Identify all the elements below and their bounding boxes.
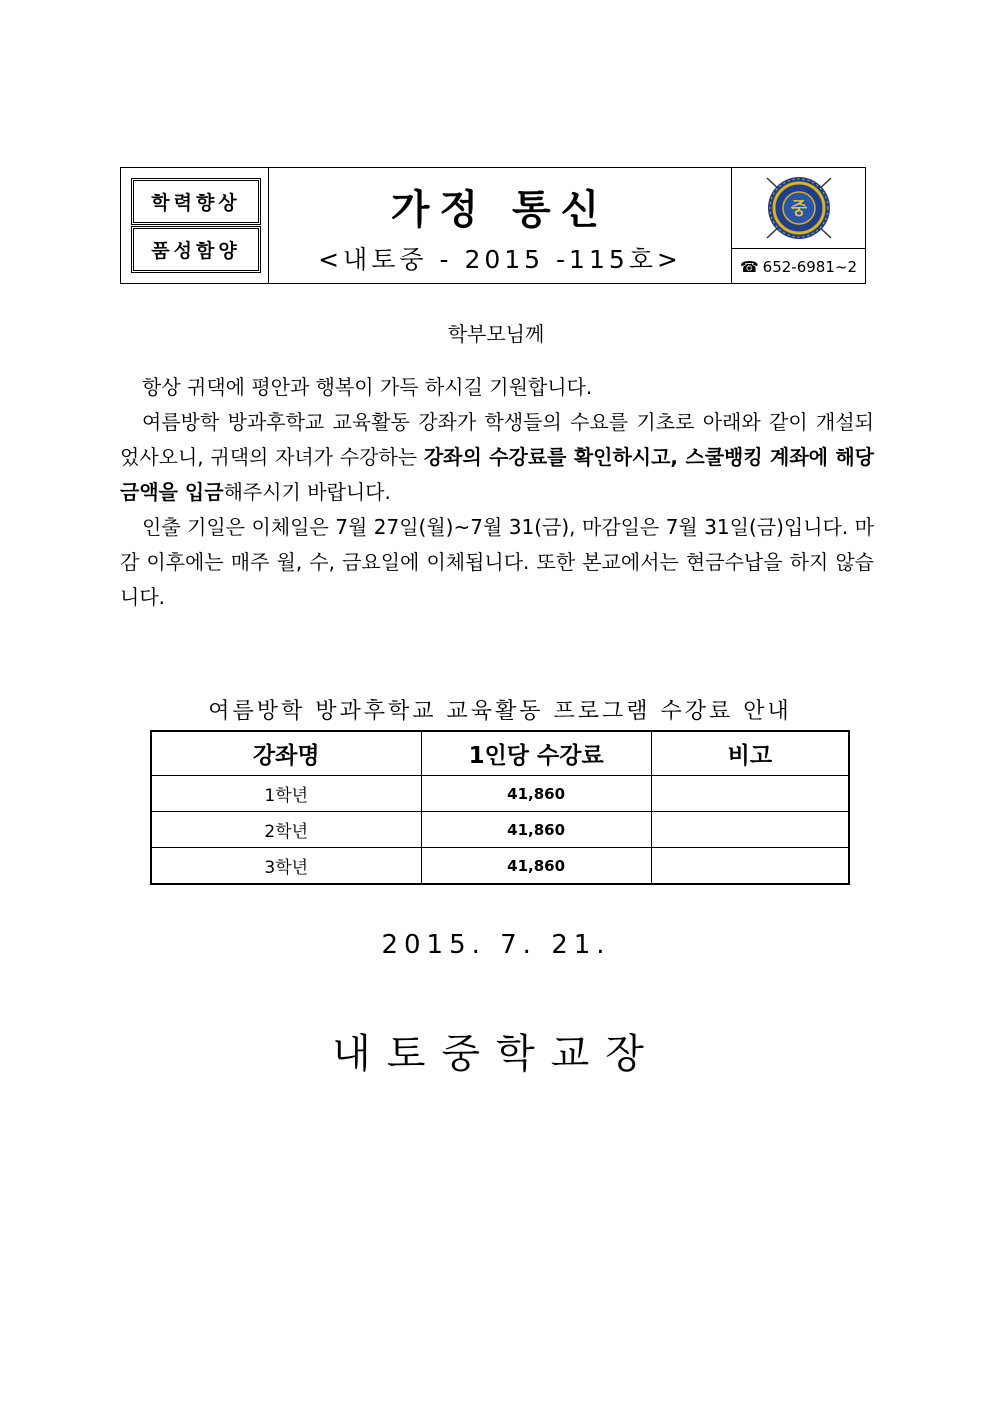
course-note	[651, 848, 849, 885]
table-row	[151, 812, 849, 848]
table-header-row	[151, 731, 849, 776]
fee-table-title: 여름방학 방과후학교 교육활동 프로그램 수강료 안내	[208, 699, 792, 724]
paragraph-2-emphasis: 강좌의 수강료를 확인하시고, 스쿨뱅킹 계좌에 해당 금액을 입금	[120, 445, 874, 504]
motto-character: 품성함양	[131, 226, 261, 273]
paragraph-2	[120, 405, 874, 510]
paragraph-2-start: 여름방학 방과후학교 교육활동 강좌가 학생들의 수요를 기초로 아래와 같이 개설되었사오니, 귀댁의 자녀가 수강하는	[120, 410, 874, 469]
course-fee: 41,860	[421, 848, 651, 885]
phone-row	[732, 248, 865, 284]
course-note	[651, 812, 849, 848]
telephone-icon: ☎	[739, 257, 759, 276]
principal-signature: 내토중학교장	[332, 1031, 660, 1077]
issue-date: 2015. 7. 21.	[381, 930, 611, 960]
motto-column	[121, 168, 269, 283]
school-emblem-icon	[763, 172, 835, 244]
table-row	[151, 776, 849, 812]
header-course: 강좌명	[151, 731, 421, 776]
body-text	[120, 370, 874, 615]
paragraph-2-end: 해주시기 바랍니다.	[223, 480, 391, 504]
motto-academic: 학력향상	[131, 178, 261, 225]
course-fee: 41,860	[421, 776, 651, 812]
greeting: 학부모님께	[447, 322, 545, 346]
course-name: 2학년	[151, 812, 421, 848]
fee-table	[150, 730, 850, 885]
phone-number: 652-6981~2	[762, 257, 858, 276]
course-name: 3학년	[151, 848, 421, 885]
newsletter-title: 가정 통신	[390, 186, 610, 233]
title-column	[269, 168, 732, 283]
course-note	[651, 776, 849, 812]
course-name: 1학년	[151, 776, 421, 812]
issue-number: <내토중 - 2015 -115호>	[318, 245, 682, 274]
newsletter-header	[120, 167, 866, 284]
paragraph-1: 항상 귀댁에 평안과 행복이 가득 하시길 기원합니다.	[142, 375, 593, 399]
table-row	[151, 848, 849, 885]
header-note: 비고	[651, 731, 849, 776]
paragraph-3: 인출 기일은 이체일은 7월 27일(월)~7월 31(금), 마감일은 7월 31일(금)입니다. 마감 이후에는 매주 월, 수, 금요일에 이체됩니다. 또한 본교에서는 현금수납을 하지 않습니다.	[120, 515, 874, 609]
header-fee: 1인당 수강료	[421, 731, 651, 776]
logo-column	[732, 168, 865, 283]
school-logo	[732, 168, 865, 248]
course-fee: 41,860	[421, 812, 651, 848]
svg-text:중: 중	[790, 199, 807, 219]
